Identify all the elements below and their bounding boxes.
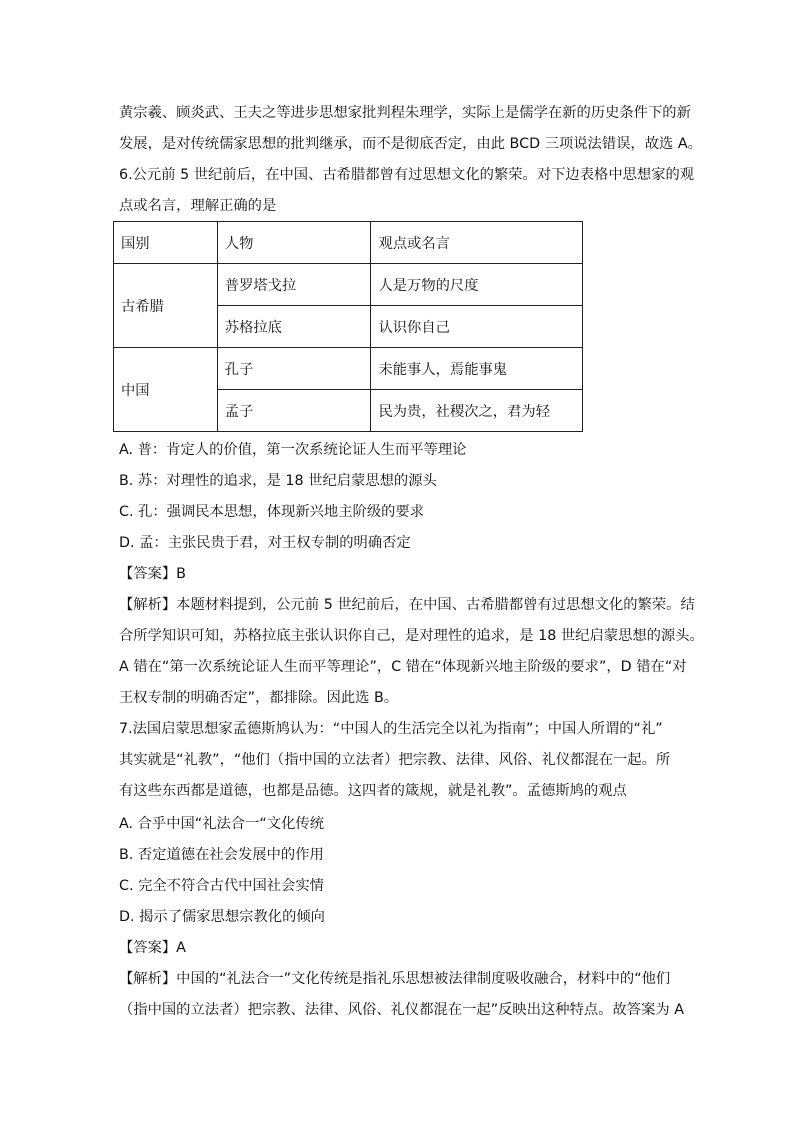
question-6-stem: 点或名言，理解正确的是 xyxy=(119,198,277,214)
answer-line: 【答案】B xyxy=(119,566,186,582)
analysis-line: 【解析】中国的“礼法合一”文化传统是指礼乐思想被法律制度吸收融合，材料中的“他们 xyxy=(119,971,671,987)
table-row xyxy=(114,348,583,390)
analysis-line: 合所学知识可知，苏格拉底主张认识你自己，是对理性的追求，是 18 世纪启蒙思想的源头。 xyxy=(119,628,704,644)
quote-cell: 民为贵，社稷次之，君为轻 xyxy=(371,390,583,432)
country-cell: 中国 xyxy=(114,348,218,432)
option-a: A. 合乎中国“礼法合一“文化传统 xyxy=(119,816,324,832)
table-header-row xyxy=(114,222,583,264)
option-b: B. 否定道德在社会发展中的作用 xyxy=(119,847,324,863)
option-b: B. 苏：对理性的追求，是 18 世纪启蒙思想的源头 xyxy=(119,473,437,489)
option-c: C. 孔：强调民本思想，体现新兴地主阶级的要求 xyxy=(119,504,425,520)
quote-cell: 认识你自己 xyxy=(371,306,583,348)
question-7-stem: 7.法国启蒙思想家孟德斯鸠认为：“中国人的生活完全以礼为指南”；中国人所谓的“礼” xyxy=(119,721,663,737)
question-6-stem: 6.公元前 5 世纪前后，在中国、古希腊都曾有过思想文化的繁荣。对下边表格中思想家的观 xyxy=(119,167,695,183)
option-c: C. 完全不符合古代中国社会实情 xyxy=(119,878,324,894)
analysis-line: 【解析】本题材料提到，公元前 5 世纪前后，在中国、古希腊都曾有过思想文化的繁荣。结 xyxy=(119,597,695,613)
header-cell-quote: 观点或名言 xyxy=(371,222,583,264)
question-7-stem: 其实就是“礼教”，“他们（指中国的立法者）把宗教、法律、风俗、礼仪都混在一起。所 xyxy=(119,752,671,768)
header-cell-country: 国别 xyxy=(114,222,218,264)
person-cell: 苏格拉底 xyxy=(217,306,371,348)
option-d: D. 孟：主张民贵于君，对王权专制的明确否定 xyxy=(119,535,411,551)
person-cell: 孔子 xyxy=(217,348,371,390)
table-row xyxy=(114,264,583,306)
analysis-line: A 错在“第一次系统论证人生而平等理论”，C 错在“体现新兴地主阶级的要求”，D 错在“对 xyxy=(119,659,687,675)
person-cell: 普罗塔戈拉 xyxy=(217,264,371,306)
person-cell: 孟子 xyxy=(217,390,371,432)
quote-cell: 未能事人，焉能事鬼 xyxy=(371,348,583,390)
thinkers-table xyxy=(113,221,583,432)
header-cell-person: 人物 xyxy=(217,222,371,264)
option-a: A. 普：肯定人的价值，第一次系统论证人生而平等理论 xyxy=(119,442,467,458)
option-d: D. 揭示了儒家思想宗教化的倾向 xyxy=(119,909,325,925)
paragraph-line: 发展，是对传统儒家思想的批判继承，而不是彻底否定，由此 BCD 三项说法错误，故选 A。 xyxy=(119,136,702,152)
analysis-line: （指中国的立法者）把宗教、法律、风俗、礼仪都混在一起”反映出这种特点。故答案为 A xyxy=(119,1002,685,1018)
country-cell: 古希腊 xyxy=(114,264,218,348)
paragraph-line: 黄宗羲、顾炎武、王夫之等进步思想家批判程朱理学，实际上是儒学在新的历史条件下的新 xyxy=(119,105,691,121)
quote-cell: 人是万物的尺度 xyxy=(371,264,583,306)
question-7-stem: 有这些东西都是道德，也都是品德。这四者的箴规，就是礼教”。孟德斯鸠的观点 xyxy=(119,783,627,799)
answer-line: 【答案】A xyxy=(119,940,186,956)
analysis-line: 王权专制的明确否定”，都排除。因此选 B。 xyxy=(119,690,399,706)
